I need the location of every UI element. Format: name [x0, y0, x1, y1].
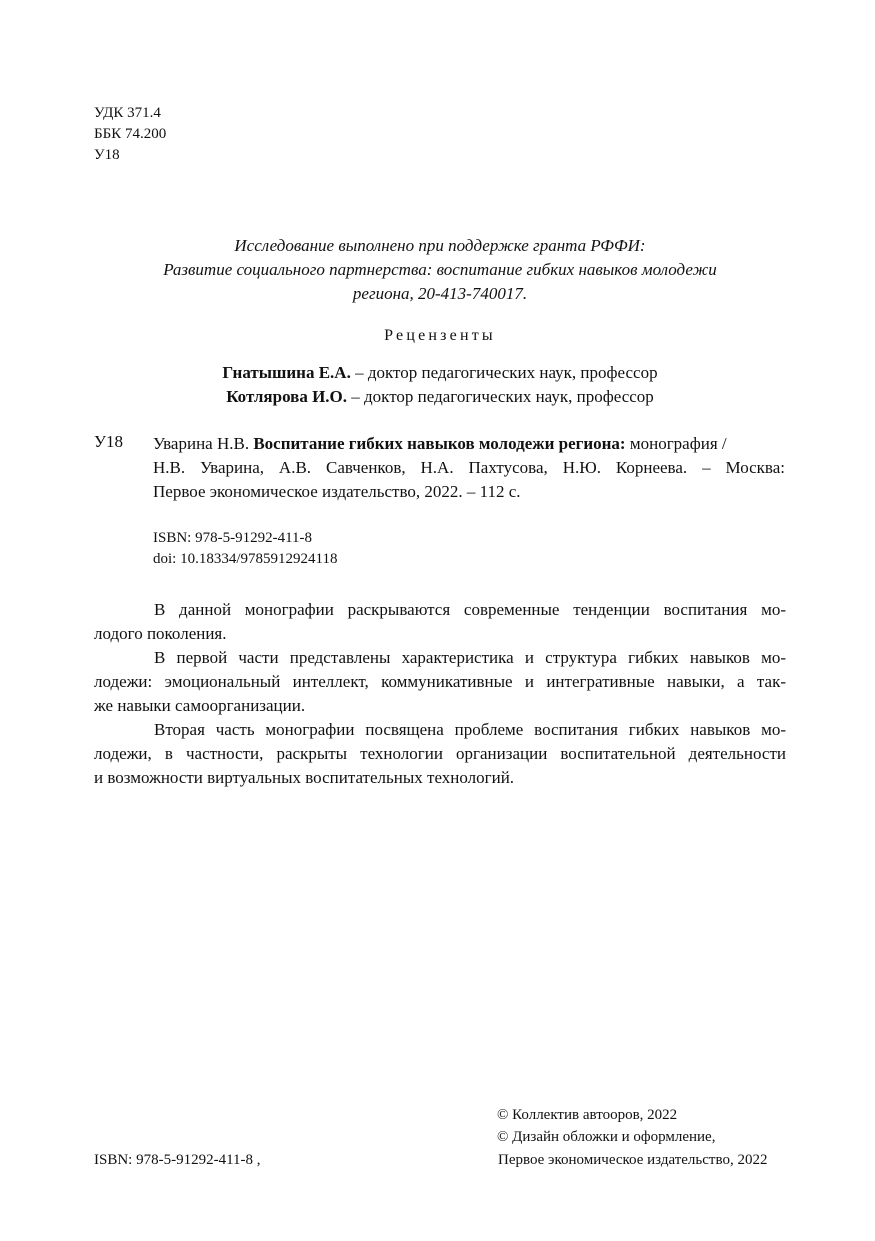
bibliographic-record [153, 432, 785, 504]
classification-block [94, 103, 166, 166]
copyright-block [497, 1104, 715, 1148]
reviewer-desc: – доктор педагогических наук, профессор [347, 387, 654, 406]
copyright-design: © Дизайн обложки и оформление, [497, 1129, 716, 1145]
grant-line-3: региона, 20-413-740017. [352, 284, 528, 303]
grant-line-2: Развитие социального партнерства: воспитание гибких навыков молодежи [163, 260, 717, 279]
udk-code: УДК 371.4 [94, 105, 161, 121]
reviewers-list [90, 361, 790, 409]
isbn-text: ISBN: 978-5-91292-411-8 [153, 530, 313, 546]
footer-publisher: Первое экономическое издательство, 2022 [498, 1152, 768, 1168]
biblio-title: Воспитание гибких навыков молодежи региона: [253, 434, 626, 453]
abstract-line: лодежи, в частности, раскрыты технологии организации воспитательной деятельности [94, 744, 786, 763]
biblio-type: монография / [625, 434, 727, 453]
reviewer-desc: – доктор педагогических наук, профессор [350, 363, 658, 382]
biblio-line-1 [153, 432, 785, 456]
biblio-code: У18 [94, 432, 124, 451]
abstract-line: лодого поколения. [94, 624, 227, 643]
biblio-author: Уварина Н.В. [153, 434, 254, 453]
reviewer-name: Котлярова И.О. [226, 387, 348, 406]
doi-text: doi: 10.18334/9785912924118 [153, 551, 338, 567]
reviewer-name: Гнатышина Е.А. [222, 363, 351, 382]
reviewer-item [90, 361, 790, 385]
identifiers-block [153, 528, 337, 570]
abstract-paragraph-3 [94, 718, 786, 790]
grant-note [90, 234, 790, 306]
abstract-paragraph-1 [94, 598, 786, 646]
bbk-code: ББК 74.200 [94, 126, 167, 142]
abstract-line: Вторая часть монографии посвящена проблеме воспитания гибких навыков мо- [154, 720, 786, 739]
abstract-line: же навыки самоорганизации. [94, 696, 306, 715]
abstract [94, 598, 786, 790]
abstract-line: лодежи: эмоциональный интеллект, коммуникативные и интегративные навыки, а так- [94, 672, 786, 691]
reviewers-heading: Рецензенты [384, 327, 496, 344]
grant-line-1: Исследование выполнено при поддержке гранта РФФИ: [234, 236, 646, 255]
abstract-paragraph-2 [94, 646, 786, 718]
abstract-line: В данной монографии раскрываются современные тенденции воспитания мо- [154, 600, 786, 619]
abstract-line: В первой части представлены характеристика и структура гибких навыков мо- [154, 648, 786, 667]
abstract-line: и возможности виртуальных воспитательных технологий. [94, 768, 515, 787]
copyright-authors: © Коллектив автооров, 2022 [497, 1107, 678, 1123]
biblio-line-2: Н.В. Уварина, А.В. Савченков, Н.А. Пахтусова, Н.Ю. Корнеева. – Москва: [153, 458, 785, 477]
footer-isbn: ISBN: 978-5-91292-411-8 , [94, 1152, 261, 1168]
reviewer-item [90, 385, 790, 409]
author-mark: У18 [94, 147, 120, 163]
biblio-line-3: Первое экономическое издательство, 2022. – 112 с. [153, 482, 521, 501]
